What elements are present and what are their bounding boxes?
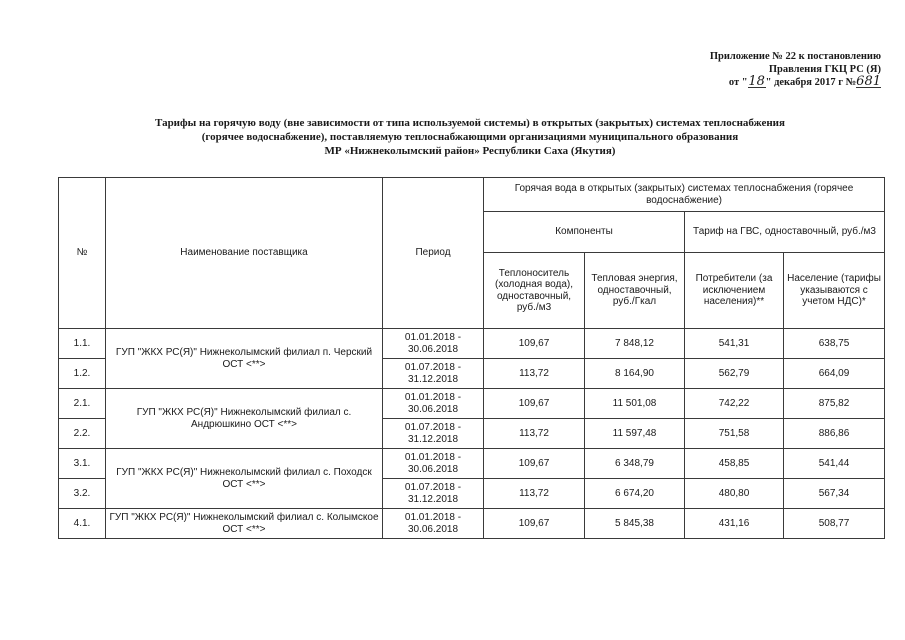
row-consumers: 751,58 <box>685 419 784 449</box>
row-thermal: 6 674,20 <box>585 479 685 509</box>
table-row <box>59 449 885 479</box>
row-supplier: ГУП "ЖКХ РС(Я)" Нижнеколымский филиал с. Походск ОСТ <**> <box>106 449 383 509</box>
row-period: 01.07.2018 - 31.12.2018 <box>383 479 484 509</box>
row-num: 4.1. <box>59 509 106 539</box>
annex-line-1: Приложение № 22 к постановлению <box>709 51 881 62</box>
row-period: 01.01.2018 - 30.06.2018 <box>383 449 484 479</box>
annex-number-handwritten: 681 <box>856 74 881 89</box>
row-thermal: 8 164,90 <box>585 359 685 389</box>
header-components: Компоненты <box>484 212 685 253</box>
annex-line-2: Правления ГКЦ РС (Я) <box>768 64 881 75</box>
row-num: 3.2. <box>59 479 106 509</box>
row-num: 2.2. <box>59 419 106 449</box>
annex-date-line <box>710 76 881 89</box>
row-num: 1.1. <box>59 329 106 359</box>
row-thermal: 7 848,12 <box>585 329 685 359</box>
annex-date-prefix: от " <box>728 77 748 88</box>
row-thermal: 6 348,79 <box>585 449 685 479</box>
row-consumers: 562,79 <box>685 359 784 389</box>
row-num: 2.1. <box>59 389 106 419</box>
header-coolant: Теплоноситель (холодная вода), одноставочный, руб./м3 <box>484 253 585 329</box>
title-line-1: Тарифы на горячую воду (вне зависимости от типа используемой системы) в открытых (закрытых) системах теплоснабжения <box>155 117 785 129</box>
header-hot-water-group: Горячая вода в открытых (закрытых) системах теплоснабжения (горячее водоснабжение) <box>484 178 885 212</box>
title-line-3: МР «Нижнеколымский район» Республики Саха (Якутия) <box>324 145 616 157</box>
row-supplier: ГУП "ЖКХ РС(Я)" Нижнеколымский филиал п. Черский ОСТ <**> <box>106 329 383 389</box>
row-consumers: 458,85 <box>685 449 784 479</box>
annex-block <box>710 50 881 89</box>
row-coolant: 109,67 <box>484 389 585 419</box>
tariff-table <box>58 177 885 539</box>
row-thermal: 5 845,38 <box>585 509 685 539</box>
row-population: 541,44 <box>784 449 885 479</box>
header-supplier: Наименование поставщика <box>106 178 383 329</box>
row-supplier: ГУП "ЖКХ РС(Я)" Нижнеколымский филиал с. Колымское ОСТ <**> <box>106 509 383 539</box>
row-coolant: 113,72 <box>484 479 585 509</box>
row-population: 875,82 <box>784 389 885 419</box>
annex-date-suffix: " декабря 2017 г № <box>765 77 857 88</box>
header-consumers: Потребители (за исключением населения)** <box>685 253 784 329</box>
header-thermal-energy: Тепловая энергия, одноставочный, руб./Гкал <box>585 253 685 329</box>
row-thermal: 11 597,48 <box>585 419 685 449</box>
row-period: 01.01.2018 - 30.06.2018 <box>383 509 484 539</box>
row-population: 508,77 <box>784 509 885 539</box>
row-period: 01.07.2018 - 31.12.2018 <box>383 359 484 389</box>
row-num: 1.2. <box>59 359 106 389</box>
row-consumers: 742,22 <box>685 389 784 419</box>
row-population: 886,86 <box>784 419 885 449</box>
row-coolant: 109,67 <box>484 449 585 479</box>
row-period: 01.01.2018 - 30.06.2018 <box>383 329 484 359</box>
row-coolant: 113,72 <box>484 419 585 449</box>
header-row-1 <box>59 178 885 212</box>
header-population: Население (тарифы указываются с учетом НДС)* <box>784 253 885 329</box>
row-coolant: 109,67 <box>484 329 585 359</box>
row-coolant: 113,72 <box>484 359 585 389</box>
document-title <box>60 116 880 158</box>
table-row <box>59 389 885 419</box>
row-consumers: 431,16 <box>685 509 784 539</box>
row-consumers: 541,31 <box>685 329 784 359</box>
row-population: 638,75 <box>784 329 885 359</box>
row-population: 567,34 <box>784 479 885 509</box>
row-coolant: 109,67 <box>484 509 585 539</box>
row-period: 01.01.2018 - 30.06.2018 <box>383 389 484 419</box>
header-tariff: Тариф на ГВС, одноставочный, руб./м3 <box>685 212 885 253</box>
header-num: № <box>59 178 106 329</box>
row-num: 3.1. <box>59 449 106 479</box>
title-line-2: (горячее водоснабжение), поставляемую теплоснабжающими организациями муниципального образования <box>201 131 739 143</box>
table-row <box>59 329 885 359</box>
row-population: 664,09 <box>784 359 885 389</box>
table-row <box>59 509 885 539</box>
row-supplier: ГУП "ЖКХ РС(Я)" Нижнеколымский филиал с. Андрюшкино ОСТ <**> <box>106 389 383 449</box>
row-consumers: 480,80 <box>685 479 784 509</box>
annex-day-handwritten: 18 <box>748 74 765 89</box>
row-thermal: 11 501,08 <box>585 389 685 419</box>
row-period: 01.07.2018 - 31.12.2018 <box>383 419 484 449</box>
header-period: Период <box>383 178 484 329</box>
